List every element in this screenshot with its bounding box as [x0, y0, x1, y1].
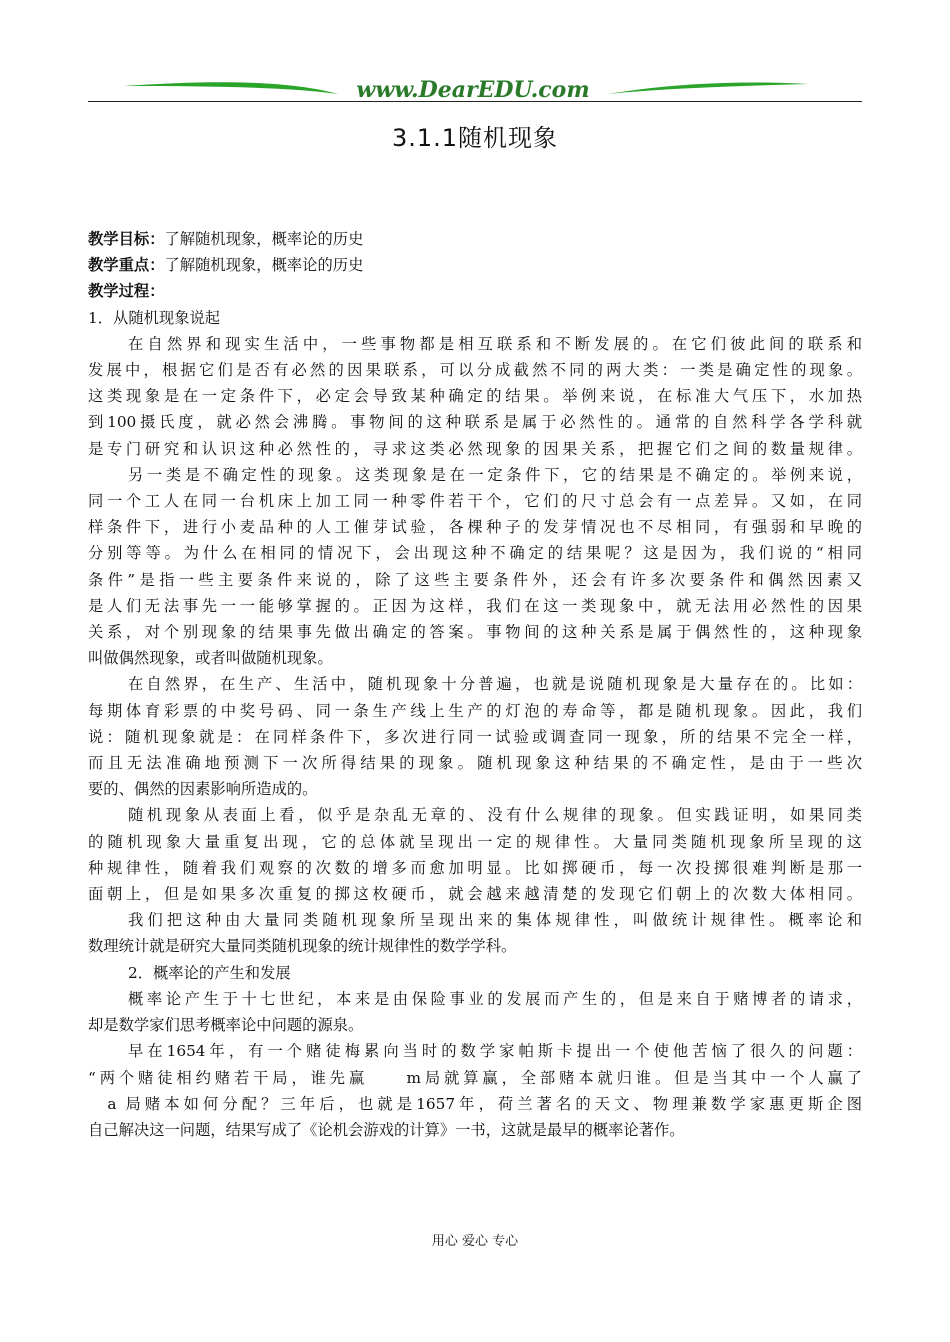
paragraph-line: 自己解决这一问题，结果写成了《论机会游戏的计算》一书，这就是最早的概率论著作。: [88, 1120, 685, 1139]
paragraph-line: 种规律性，随着我们观察的次数的增多而愈加明显。比如掷硬币，每一次投掷很难判断是那一: [88, 858, 862, 877]
paragraph-line: 概率论产生于十七世纪，本来是由保险事业的发展而产生的，但是来自于赌博者的请求，: [128, 989, 862, 1008]
paragraph-line: 面朝上，但是如果多次重复的掷这枚硬币，就会越来越清楚的发现它们朝上的次数大体相同。: [88, 885, 862, 904]
paragraph-line: 叫做偶然现象，或者叫做随机现象。: [88, 649, 333, 668]
paragraph-line: 分别等等。为什么在相同的情况下，会出现这种不确定的结果呢？这是因为，我们说的“相同: [88, 544, 862, 563]
site-name-text: www.DearEDU.com: [356, 77, 590, 103]
paragraph-line: 这类现象是在一定条件下，必定会导致某种确定的结果。举例来说，在标准大气压下，水加热: [88, 387, 862, 406]
paragraph-line: 要的、偶然的因素影响所造成的。: [88, 780, 318, 799]
paragraph-line: 样条件下，进行小麦品种的人工催芽试验，各棵种子的发芽情况也不尽相同，有强弱和早晚的: [88, 518, 862, 537]
meta-label: 教学重点：: [88, 256, 165, 275]
paragraph-line: 而且无法准确地预测下一次所得结果的现象。随机现象这种结果的不确定性，是由于一些次: [88, 754, 862, 773]
paragraph-line: 是人们无法事先一一能够掌握的。正因为这样，我们在这一类现象中，就无法用必然性的因果: [88, 596, 862, 615]
paragraph-line: 在自然界和现实生活中，一些事物都是相互联系和不断发展的。在它们彼此间的联系和: [128, 334, 862, 353]
paragraph-line: 早在1654年，有一个赌徒梅累向当时的数学家帕斯卡提出一个使他苦恼了很久的问题：: [128, 1042, 862, 1061]
meta-process: [88, 278, 862, 304]
paragraph-line: 我们把这种由大量同类随机现象所呈现出来的集体规律性，叫做统计规律性。概率论和: [128, 911, 862, 930]
paragraph-line: 却是数学家们思考概率论中问题的源泉。: [88, 1016, 364, 1035]
paragraph-line: 关系，对个别现象的结果事先做出确定的答案。事物间的这种关系是属于偶然性的，这种现象: [88, 623, 862, 642]
paragraph-line: 到100摄氏度，就必然会沸腾。事物间的这种联系是属于必然性的。通常的自然科学各学科就: [88, 413, 862, 432]
meta-text: 了解随机现象，概率论的历史: [164, 256, 364, 275]
document-body: [88, 226, 862, 1143]
page-title: 3.1.1随机现象: [391, 124, 559, 152]
meta-label: 教学目标：: [88, 230, 165, 248]
paragraph-line: 另一类是不确定性的现象。这类现象是在一定条件下，它的结果是不确定的。举例来说，: [128, 465, 862, 484]
section-heading: 1．从随机现象说起: [88, 308, 221, 327]
paragraph-line: 说：随机现象就是：在同样条件下，多次进行同一试验或调查同一现象，所的结果不完全一样，: [88, 727, 862, 746]
meta-goal: [88, 226, 862, 252]
header-rule: [88, 101, 862, 102]
page-footer: 用心 爱心 专心: [431, 1234, 519, 1249]
paragraph-line: “两个赌徒相约赌若干局，谁先赢 m局就算赢，全部赌本就归谁。但是当其中一个人赢了: [88, 1068, 862, 1087]
paragraph-line: 发展中，根据它们是否有必然的因果联系，可以分成截然不同的两大类：一类是确定性的现象。: [88, 361, 862, 380]
paragraph-line: 的随机现象大量重复出现，它的总体就呈现出一定的规律性。大量同类随机现象所呈现的这: [88, 832, 862, 851]
paragraph-line: 随机现象从表面上看，似乎是杂乱无章的、没有什么规律的现象。但实践证明，如果同类: [128, 806, 862, 825]
paragraph-line: 在自然界，在生产、生活中，随机现象十分普遍，也就是说随机现象是大量存在的。比如：: [128, 675, 862, 694]
section-heading: 2．概率论的产生和发展: [128, 963, 291, 982]
meta-focus: [88, 252, 862, 278]
paragraph-line: 同一个工人在同一台机床上加工同一种零件若干个，它们的尺寸总会有一点差异。又如，在同: [88, 492, 862, 511]
meta-text: 了解随机现象，概率论的历史: [164, 230, 364, 248]
paragraph-line: a 局赌本如何分配？三年后，也就是1657年，荷兰著名的天文、物理兼数学家惠更斯企图: [88, 1094, 862, 1113]
paragraph-line: 条件”是指一些主要条件来说的，除了这些主要条件外，还会有许多次要条件和偶然因素又: [88, 570, 862, 589]
paragraph-line: 每期体育彩票的中奖号码、同一条生产线上生产的灯泡的寿命等，都是随机现象。因此，我们: [88, 701, 862, 720]
paragraph-line: 数理统计就是研究大量同类随机现象的统计规律性的数学学科。: [88, 937, 517, 956]
meta-label: 教学过程：: [88, 282, 165, 301]
paragraph-line: 是专门研究和认识这种必然性的，寻求这类必然现象的因果关系，把握它们之间的数量规律。: [88, 439, 862, 458]
